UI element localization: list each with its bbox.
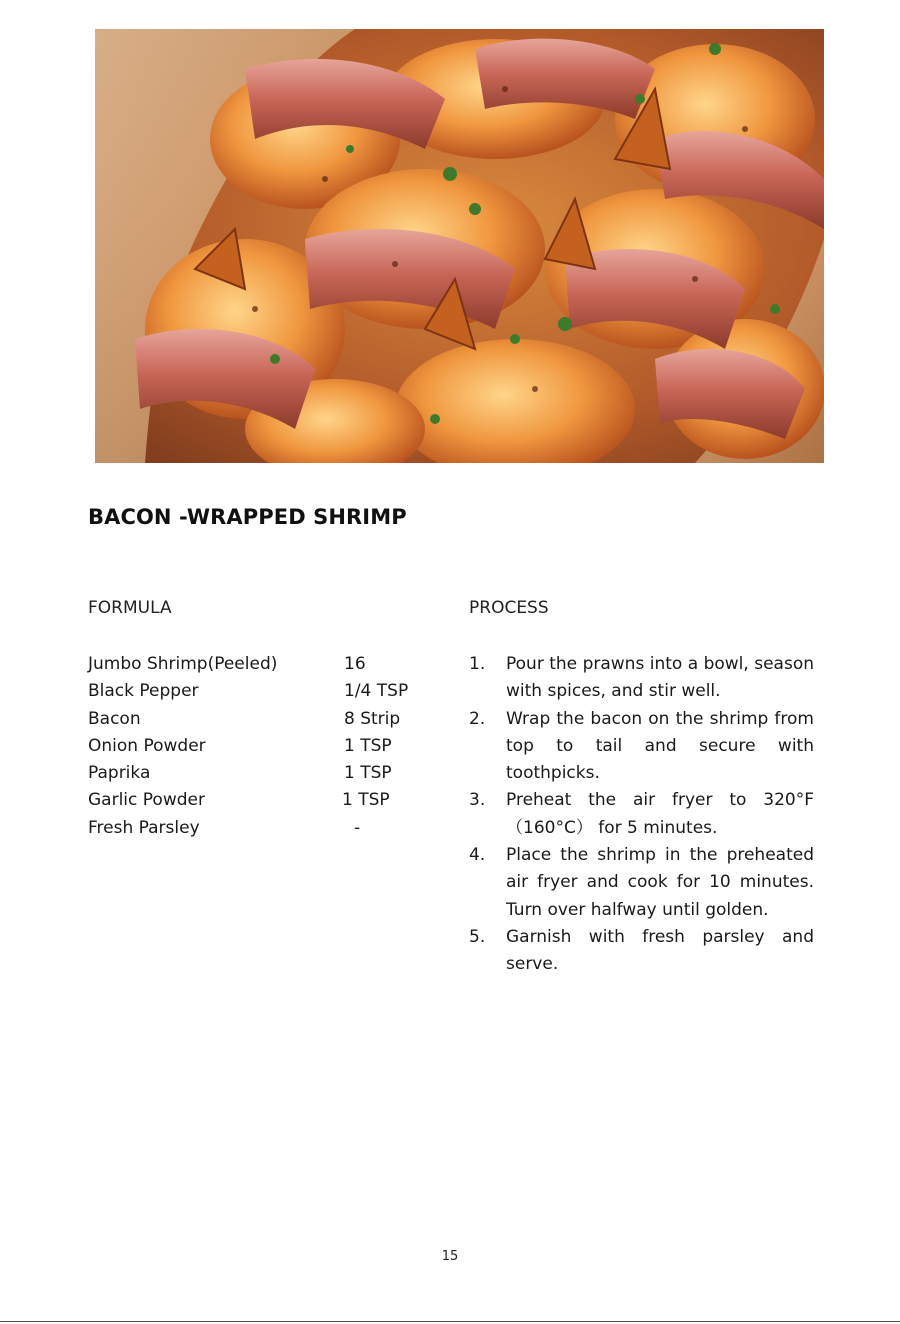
step-number: 1. [469, 654, 486, 674]
ingredient-row [88, 815, 428, 842]
step-text: Place the shrimp in the preheated air fryer and cook for 10 minutes. Turn over halfway until golden. [506, 845, 814, 920]
ingredient-name: Fresh Parsley [88, 817, 200, 838]
process-heading: PROCESS [469, 598, 549, 618]
ingredient-name: Garlic Powder [88, 790, 205, 811]
step-number: 2. [469, 708, 486, 729]
process-step [469, 924, 814, 979]
ingredient-name: Bacon [88, 708, 141, 729]
step-text: Preheat the air fryer to 320°F （160°C） for 5 minutes. [506, 790, 814, 838]
process-steps [469, 651, 814, 979]
ingredient-row [88, 651, 428, 678]
step-text: Garnish with fresh parsley and serve. [506, 926, 814, 975]
ingredient-quantity: 1 TSP [342, 790, 390, 811]
ingredient-list [88, 651, 428, 842]
ingredient-quantity: - [354, 817, 361, 838]
ingredient-quantity: 8 Strip [344, 708, 401, 729]
step-text: Pour the prawns into a bowl, season with spices, and stir well. [506, 654, 814, 702]
ingredient-quantity: 1 TSP [344, 735, 392, 756]
ingredient-row [88, 706, 428, 733]
ingredient-quantity: 1 TSP [344, 763, 392, 784]
page-bottom-divider [0, 1321, 900, 1322]
ingredient-name: Jumbo Shrimp(Peeled) [88, 654, 278, 674]
ingredient-quantity: 1/4 TSP [344, 681, 409, 702]
ingredient-row [88, 760, 428, 787]
process-step [469, 651, 814, 706]
bacon-wrapped-shrimp-photo [95, 29, 824, 463]
ingredient-row [88, 678, 428, 705]
ingredient-row [88, 733, 428, 760]
step-number: 4. [469, 845, 486, 866]
recipe-title: BACON -WRAPPED SHRIMP [88, 505, 407, 529]
formula-heading: FORMULA [88, 598, 172, 618]
recipe-photo [95, 29, 824, 463]
ingredient-name: Black Pepper [88, 681, 199, 702]
step-number: 3. [469, 790, 486, 811]
ingredient-name: Onion Powder [88, 735, 206, 756]
ingredient-row [88, 787, 428, 814]
step-number: 5. [469, 926, 486, 947]
ingredient-name: Paprika [88, 763, 151, 784]
ingredient-quantity: 16 [344, 654, 366, 674]
process-step [469, 706, 814, 788]
page-number: 15 [441, 1249, 459, 1264]
process-step [469, 842, 814, 924]
process-step [469, 787, 814, 842]
step-text: Wrap the bacon on the shrimp from top to tail and secure with toothpicks. [506, 708, 814, 784]
